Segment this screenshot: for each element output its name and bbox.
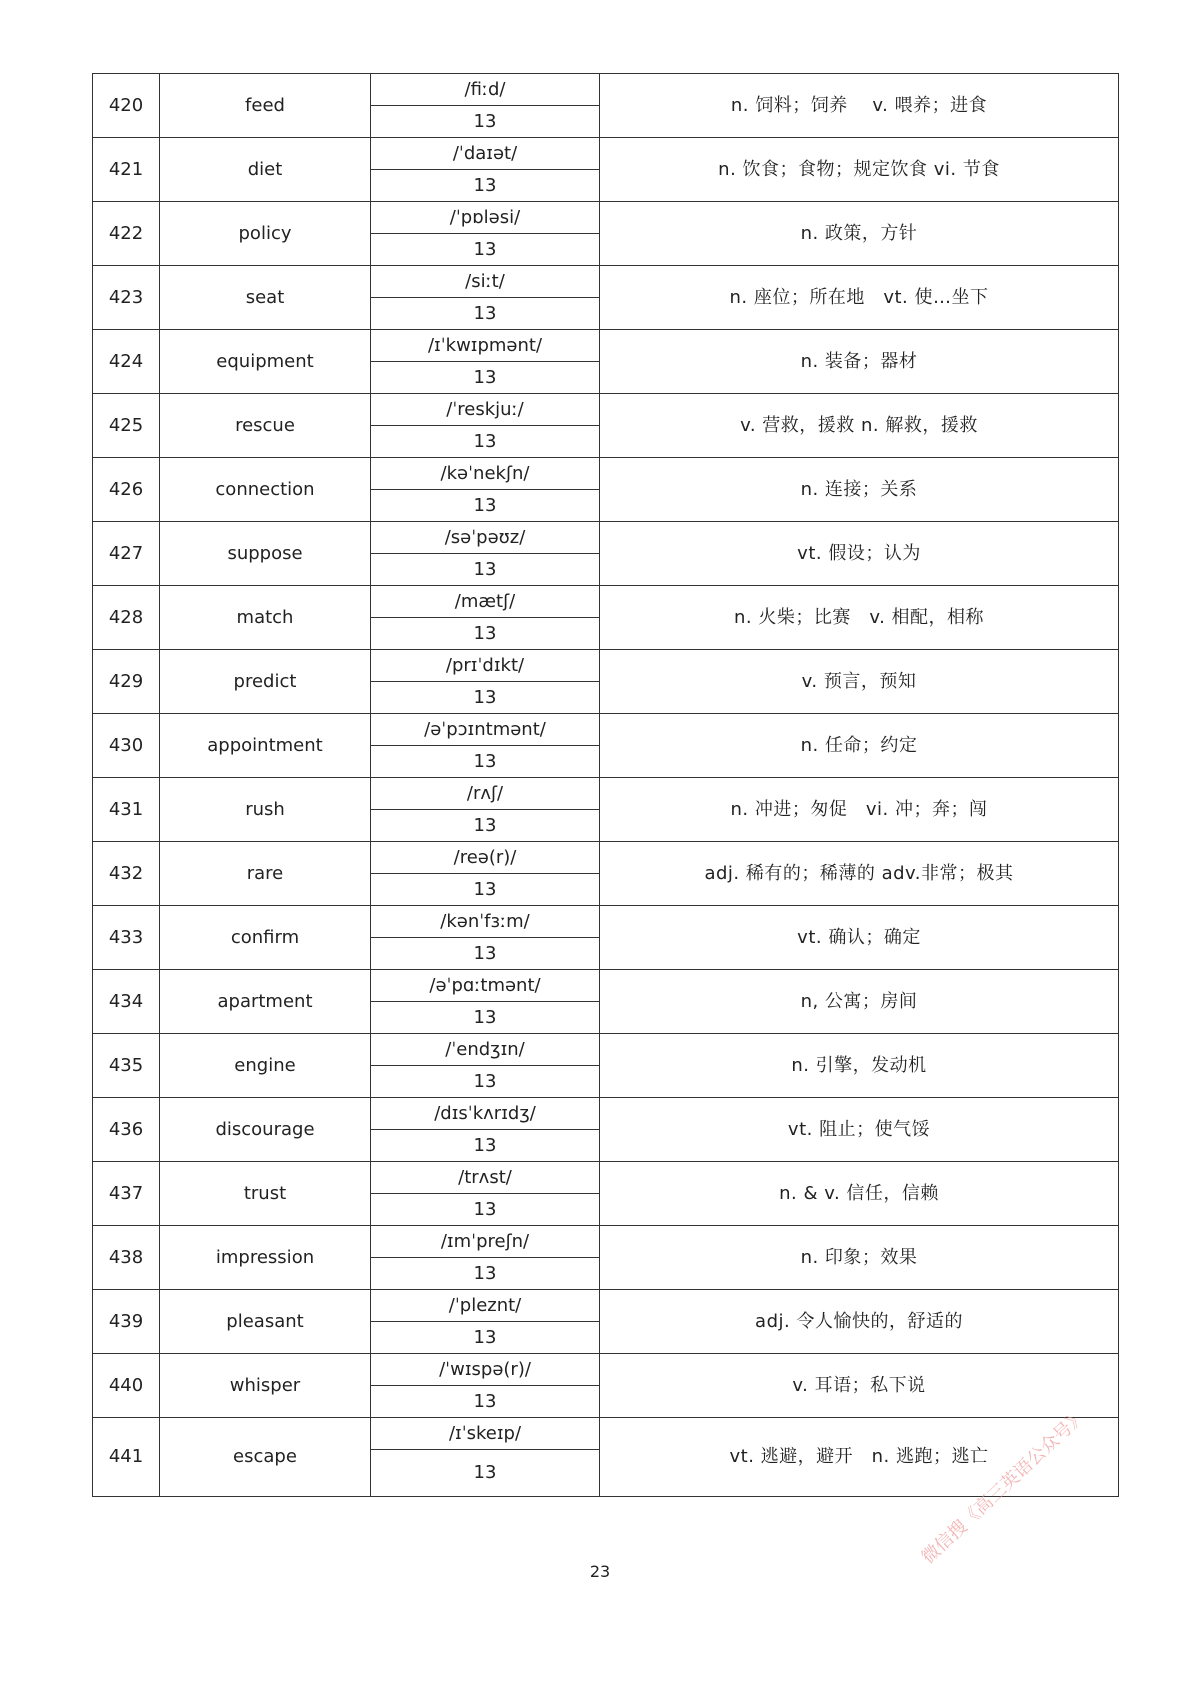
entry-phonetic: /ɪmˈpreʃn/: [371, 1226, 600, 1258]
entry-number: 438: [93, 1226, 160, 1290]
entry-meaning: n. 引擎，发动机: [600, 1034, 1119, 1098]
entry-phonetic: /trʌst/: [371, 1162, 600, 1194]
vocab-entry-row: [93, 394, 1119, 426]
vocab-entry-row: [93, 1226, 1119, 1258]
entry-meaning: vt. 假设；认为: [600, 522, 1119, 586]
entry-number: 428: [93, 586, 160, 650]
entry-unit: 13: [371, 106, 600, 138]
entry-unit: 13: [371, 170, 600, 202]
entry-unit: 13: [371, 1450, 600, 1497]
entry-meaning: adj. 稀有的；稀薄的 adv.非常；极其: [600, 842, 1119, 906]
page-number: 23: [589, 1562, 611, 1581]
vocab-entry-row: [93, 266, 1119, 298]
entry-phonetic: /ˈreskjuː/: [371, 394, 600, 426]
vocab-entry-row: [93, 330, 1119, 362]
entry-phonetic: /ɪˈskeɪp/: [371, 1418, 600, 1450]
entry-phonetic: /rʌʃ/: [371, 778, 600, 810]
entry-meaning: n. 装备；器材: [600, 330, 1119, 394]
entry-word: pleasant: [160, 1290, 371, 1354]
vocab-entry-row: [93, 906, 1119, 938]
vocab-entry-row: [93, 842, 1119, 874]
entry-word: rare: [160, 842, 371, 906]
entry-number: 420: [93, 74, 160, 138]
vocab-entry-row: [93, 778, 1119, 810]
entry-meaning: n. 连接；关系: [600, 458, 1119, 522]
entry-unit: 13: [371, 1258, 600, 1290]
entry-number: 429: [93, 650, 160, 714]
entry-unit: 13: [371, 362, 600, 394]
watermark: 微信搜《高三英语公众号》: [917, 1405, 1091, 1569]
entry-word: equipment: [160, 330, 371, 394]
entry-word: trust: [160, 1162, 371, 1226]
entry-phonetic: /dɪsˈkʌrɪdʒ/: [371, 1098, 600, 1130]
entry-phonetic: /əˈpɔɪntmənt/: [371, 714, 600, 746]
entry-word: predict: [160, 650, 371, 714]
entry-phonetic: /prɪˈdɪkt/: [371, 650, 600, 682]
vocab-entry-row: [93, 1098, 1119, 1130]
entry-meaning: v. 预言，预知: [600, 650, 1119, 714]
entry-unit: 13: [371, 490, 600, 522]
entry-phonetic: /kəˈnekʃn/: [371, 458, 600, 490]
vocab-entry-row: [93, 1354, 1119, 1386]
entry-word: rescue: [160, 394, 371, 458]
entry-word: confirm: [160, 906, 371, 970]
vocab-entry-row: [93, 202, 1119, 234]
vocab-entry-row: [93, 650, 1119, 682]
vocab-entry-row: [93, 1162, 1119, 1194]
entry-unit: 13: [371, 234, 600, 266]
entry-unit: 13: [371, 682, 600, 714]
entry-unit: 13: [371, 554, 600, 586]
entry-word: connection: [160, 458, 371, 522]
entry-number: 441: [93, 1418, 160, 1497]
entry-unit: 13: [371, 426, 600, 458]
entry-number: 421: [93, 138, 160, 202]
entry-unit: 13: [371, 298, 600, 330]
entry-number: 435: [93, 1034, 160, 1098]
entry-number: 434: [93, 970, 160, 1034]
entry-unit: 13: [371, 938, 600, 970]
vocab-entry-row: [93, 458, 1119, 490]
entry-meaning: n, 公寓；房间: [600, 970, 1119, 1034]
entry-word: appointment: [160, 714, 371, 778]
entry-meaning: n. & v. 信任，信赖: [600, 1162, 1119, 1226]
entry-meaning: adj. 令人愉快的，舒适的: [600, 1290, 1119, 1354]
entry-phonetic: /ˈendʒɪn/: [371, 1034, 600, 1066]
vocabulary-table-body: [93, 74, 1119, 1497]
entry-number: 431: [93, 778, 160, 842]
entry-number: 432: [93, 842, 160, 906]
entry-word: discourage: [160, 1098, 371, 1162]
entry-meaning: n. 饲料；饲养 v. 喂养；进食: [600, 74, 1119, 138]
entry-word: suppose: [160, 522, 371, 586]
entry-unit: 13: [371, 746, 600, 778]
entry-word: match: [160, 586, 371, 650]
entry-phonetic: /mætʃ/: [371, 586, 600, 618]
vocabulary-table: [92, 73, 1119, 1497]
entry-phonetic: /fiːd/: [371, 74, 600, 106]
entry-word: policy: [160, 202, 371, 266]
entry-word: diet: [160, 138, 371, 202]
entry-phonetic: /ˈwɪspə(r)/: [371, 1354, 600, 1386]
entry-unit: 13: [371, 618, 600, 650]
entry-word: seat: [160, 266, 371, 330]
entry-number: 425: [93, 394, 160, 458]
entry-meaning: vt. 阻止；使气馁: [600, 1098, 1119, 1162]
vocab-entry-row: [93, 1290, 1119, 1322]
vocab-entry-row: [93, 74, 1119, 106]
entry-word: engine: [160, 1034, 371, 1098]
entry-meaning: n. 冲进；匆促 vi. 冲；奔；闯: [600, 778, 1119, 842]
entry-number: 437: [93, 1162, 160, 1226]
entry-meaning: n. 政策，方针: [600, 202, 1119, 266]
vocab-entry-row: [93, 970, 1119, 1002]
entry-meaning: n. 印象；效果: [600, 1226, 1119, 1290]
entry-number: 433: [93, 906, 160, 970]
entry-number: 430: [93, 714, 160, 778]
entry-unit: 13: [371, 1002, 600, 1034]
vocab-entry-row: [93, 714, 1119, 746]
entry-unit: 13: [371, 1066, 600, 1098]
vocab-entry-row: [93, 1418, 1119, 1450]
entry-unit: 13: [371, 1322, 600, 1354]
entry-number: 423: [93, 266, 160, 330]
vocab-entry-row: [93, 586, 1119, 618]
entry-number: 422: [93, 202, 160, 266]
entry-phonetic: /səˈpəʊz/: [371, 522, 600, 554]
entry-word: impression: [160, 1226, 371, 1290]
entry-number: 424: [93, 330, 160, 394]
entry-meaning: v. 营救，援救 n. 解救，援救: [600, 394, 1119, 458]
entry-number: 436: [93, 1098, 160, 1162]
entry-number: 427: [93, 522, 160, 586]
entry-number: 439: [93, 1290, 160, 1354]
entry-phonetic: /reə(r)/: [371, 842, 600, 874]
entry-unit: 13: [371, 1386, 600, 1418]
entry-number: 440: [93, 1354, 160, 1418]
entry-meaning: n. 饮食；食物；规定饮食 vi. 节食: [600, 138, 1119, 202]
entry-phonetic: /ˈpleznt/: [371, 1290, 600, 1322]
entry-meaning: v. 耳语；私下说: [600, 1354, 1119, 1418]
entry-unit: 13: [371, 1130, 600, 1162]
entry-phonetic: /ˈpɒləsi/: [371, 202, 600, 234]
entry-meaning: n. 任命；约定: [600, 714, 1119, 778]
entry-meaning: vt. 确认；确定: [600, 906, 1119, 970]
entry-word: escape: [160, 1418, 371, 1497]
entry-unit: 13: [371, 810, 600, 842]
entry-unit: 13: [371, 1194, 600, 1226]
vocab-entry-row: [93, 522, 1119, 554]
entry-unit: 13: [371, 874, 600, 906]
entry-number: 426: [93, 458, 160, 522]
entry-word: apartment: [160, 970, 371, 1034]
entry-phonetic: /kənˈfɜːm/: [371, 906, 600, 938]
entry-meaning: n. 座位；所在地 vt. 使…坐下: [600, 266, 1119, 330]
entry-word: whisper: [160, 1354, 371, 1418]
vocab-entry-row: [93, 138, 1119, 170]
vocab-entry-row: [93, 1034, 1119, 1066]
entry-word: rush: [160, 778, 371, 842]
entry-phonetic: /ɪˈkwɪpmənt/: [371, 330, 600, 362]
entry-word: feed: [160, 74, 371, 138]
entry-phonetic: /əˈpɑːtmənt/: [371, 970, 600, 1002]
entry-meaning: n. 火柴；比赛 v. 相配，相称: [600, 586, 1119, 650]
entry-phonetic: /siːt/: [371, 266, 600, 298]
entry-phonetic: /ˈdaɪət/: [371, 138, 600, 170]
entry-meaning: vt. 逃避，避开 n. 逃跑；逃亡: [600, 1418, 1119, 1497]
